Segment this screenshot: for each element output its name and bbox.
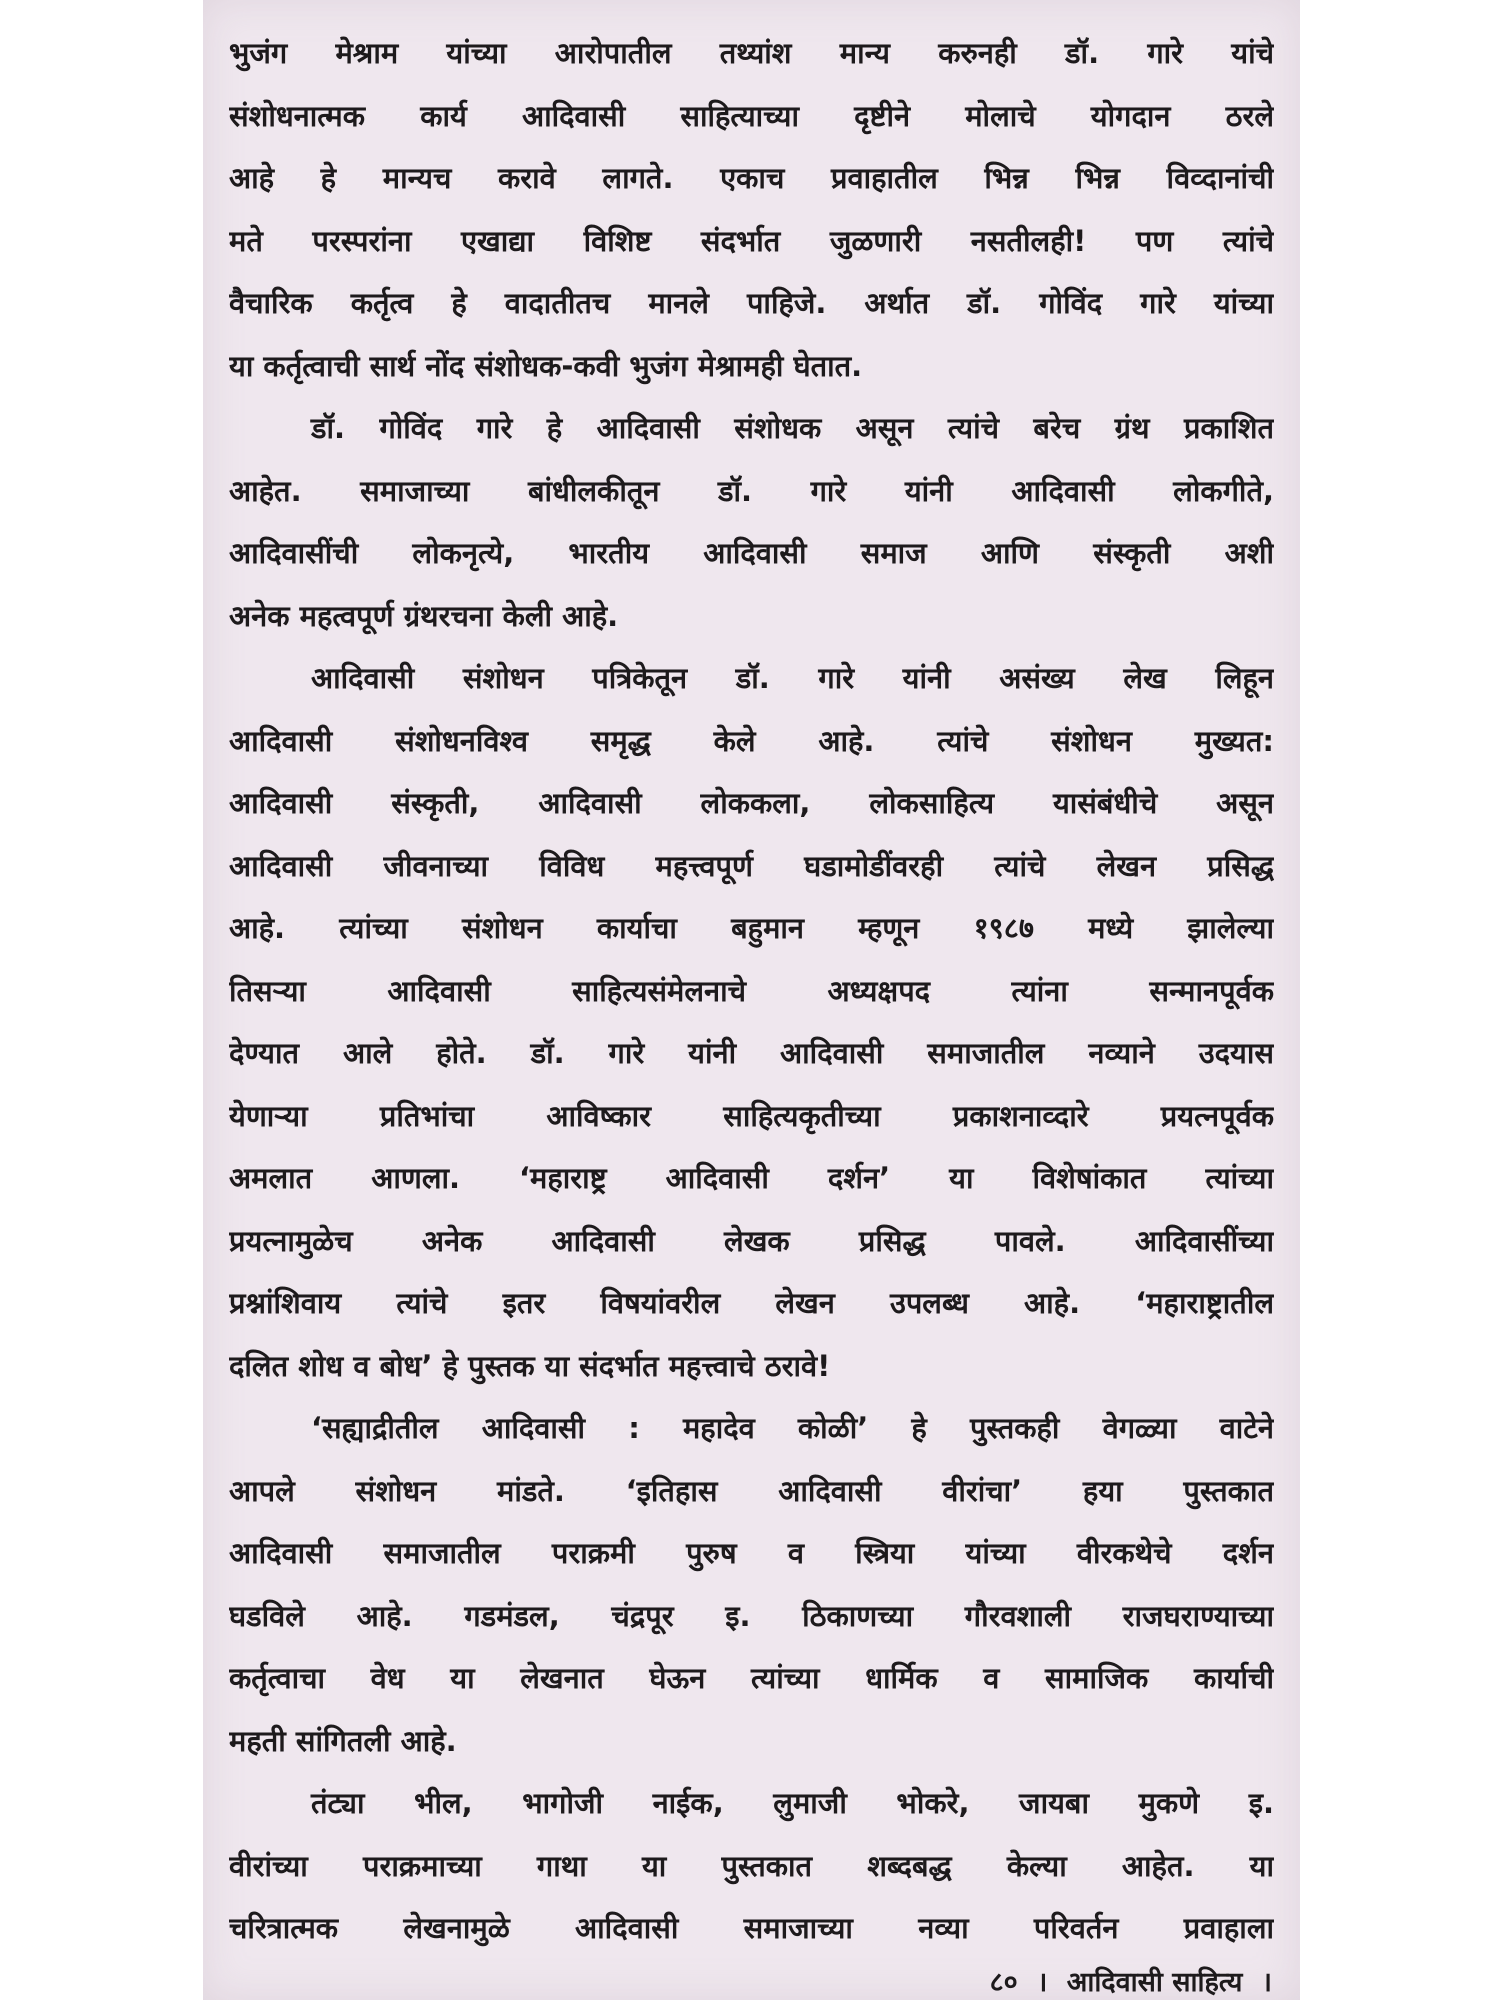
footer-separator: । bbox=[1037, 1967, 1048, 1998]
running-title: आदिवासी साहित्य bbox=[1066, 1967, 1243, 1998]
text-line: अमलात आणला. ‘महाराष्ट्र आदिवासी दर्शन’ या विशेषांकात त्यांच्या bbox=[229, 1161, 1274, 1195]
text-line: आदिवासी संस्कृती, आदिवासी लोककला, लोकसाहित्य यासंबंधीचे असून bbox=[229, 786, 1274, 820]
text-line: भुजंग मेश्राम यांच्या आरोपातील तथ्यांश मान्य करुनही डॉ. गारे यांचे bbox=[229, 36, 1274, 70]
text-line: महती सांगितली आहे. bbox=[229, 1723, 457, 1758]
paragraph-start-line: ‘सह्याद्रीतील आदिवासी : महादेव कोळी’ हे पुस्तकही वेगळ्या वाटेने bbox=[311, 1411, 1274, 1445]
footer-end-mark: । bbox=[1261, 1967, 1272, 1998]
book-page bbox=[203, 0, 1300, 2000]
text-line: या कर्तृत्वाची सार्थ नोंद संशोधक-कवी भुजंग मेश्रामही घेतात. bbox=[229, 348, 863, 383]
text-line: अनेक महत्वपूर्ण ग्रंथरचना केली आहे. bbox=[229, 598, 619, 633]
text-line: देण्यात आले होते. डॉ. गारे यांनी आदिवासी समाजातील नव्याने उदयास bbox=[229, 1036, 1274, 1070]
text-line: आपले संशोधन मांडते. ‘इतिहास आदिवासी वीरांचा’ हया पुस्तकात bbox=[229, 1473, 1274, 1508]
paragraph-start-line: आदिवासी संशोधन पत्रिकेतून डॉ. गारे यांनी असंख्य लेख लिहून bbox=[311, 661, 1274, 695]
body-text bbox=[229, 22, 1274, 1960]
text-line: कर्तृत्वाचा वेध या लेखनात घेऊन त्यांच्या धार्मिक व सामाजिक कार्याची bbox=[229, 1661, 1274, 1695]
text-line: आहे. त्यांच्या संशोधन कार्याचा बहुमान म्हणून १९८७ मध्ये झालेल्या bbox=[229, 911, 1274, 945]
text-line: आदिवासींची लोकनृत्ये, भारतीय आदिवासी समाज आणि संस्कृती अशी bbox=[229, 536, 1274, 570]
text-line: चरित्रात्मक लेखनामुळे आदिवासी समाजाच्या नव्या परिवर्तन प्रवाहाला bbox=[229, 1911, 1274, 1945]
text-line: मते परस्परांना एखाद्या विशिष्ट संदर्भात जुळणारी नसतीलही! पण त्यांचे bbox=[229, 223, 1274, 258]
text-line: दलित शोध व बोध’ हे पुस्तक या संदर्भात महत्त्वाचे ठरावे! bbox=[229, 1348, 831, 1383]
text-line: वीरांच्या पराक्रमाच्या गाथा या पुस्तकात शब्दबद्ध केल्या आहेत. या bbox=[229, 1848, 1274, 1883]
text-line: आदिवासी समाजातील पराक्रमी पुरुष व स्त्रिया यांच्या वीरकथेचे दर्शन bbox=[229, 1536, 1274, 1570]
text-line: घडविले आहे. गडमंडल, चंद्रपूर इ. ठिकाणच्या गौरवशाली राजघराण्याच्या bbox=[229, 1598, 1274, 1633]
text-line: आदिवासी जीवनाच्या विविध महत्त्वपूर्ण घडामोडींवरही त्यांचे लेखन प्रसिद्ध bbox=[229, 848, 1274, 883]
text-line: आहे हे मान्यच करावे लागते. एकाच प्रवाहातील भिन्न भिन्न विव्दानांची bbox=[229, 161, 1274, 195]
text-line: येणाऱ्या प्रतिभांचा आविष्कार साहित्यकृतीच्या प्रकाशनाव्दारे प्रयत्नपूर्वक bbox=[229, 1098, 1274, 1133]
page-footer bbox=[990, 1962, 1272, 1999]
text-line: वैचारिक कर्तृत्व हे वादातीतच मानले पाहिजे. अर्थात डॉ. गोविंद गारे यांच्या bbox=[229, 286, 1274, 320]
text-line: तिसऱ्या आदिवासी साहित्यसंमेलनाचे अध्यक्षपद त्यांना सन्मानपूर्वक bbox=[229, 973, 1274, 1008]
page-number: ८० bbox=[989, 1967, 1018, 1998]
text-line: संशोधनात्मक कार्य आदिवासी साहित्याच्या दृष्टीने मोलाचे योगदान ठरले bbox=[229, 98, 1274, 133]
paragraph-start-line: तंट्या भील, भागोजी नाईक, लुमाजी भोकरे, जायबा मुकणे इ. bbox=[311, 1786, 1274, 1820]
text-line: आहेत. समाजाच्या बांधीलकीतून डॉ. गारे यांनी आदिवासी लोकगीते, bbox=[229, 473, 1274, 508]
text-line: प्रश्नांशिवाय त्यांचे इतर विषयांवरील लेखन उपलब्ध आहे. ‘महाराष्ट्रातील bbox=[229, 1286, 1274, 1320]
text-line: आदिवासी संशोधनविश्व समृद्ध केले आहे. त्यांचे संशोधन मुख्यत: bbox=[229, 723, 1274, 758]
text-line: प्रयत्नामुळेच अनेक आदिवासी लेखक प्रसिद्ध पावले. आदिवासींच्या bbox=[229, 1223, 1274, 1258]
paragraph-start-line: डॉ. गोविंद गारे हे आदिवासी संशोधक असून त्यांचे बरेच ग्रंथ प्रकाशित bbox=[311, 411, 1274, 445]
